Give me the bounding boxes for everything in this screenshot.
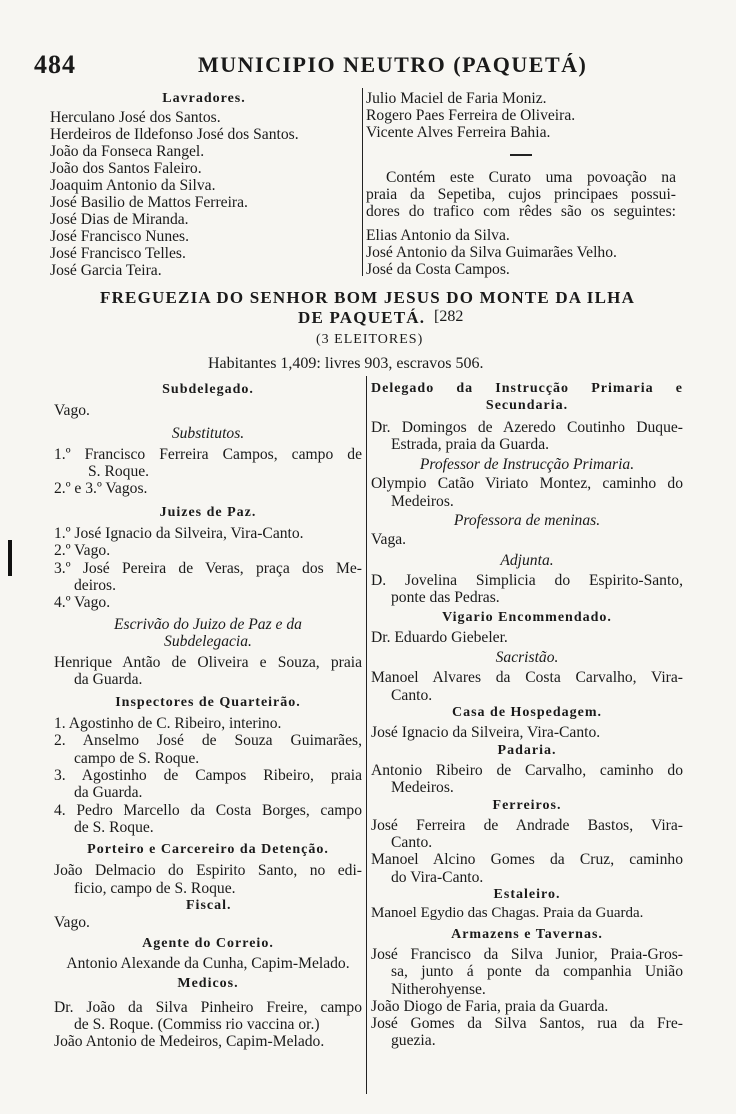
- heading-fiscal: Fiscal.: [186, 898, 232, 914]
- substituto-entry: 1.º Francisco Ferreira Campos, campo de: [54, 445, 362, 463]
- trafico-owner-entry: Elias Antonio da Silva.: [366, 227, 510, 244]
- heading-professor: Professor de Instrucção Primaria.: [419, 456, 635, 474]
- trafico-owner-entry: José Antonio da Silva Guimarães Velho.: [366, 244, 617, 261]
- right-column: [371, 380, 683, 1050]
- inspector-entry: 1. Agostinho de C. Ribeiro, interino.: [54, 715, 282, 733]
- heading-padaria: Padaria.: [497, 742, 557, 758]
- padaria-entry-cont: Medeiros.: [391, 779, 454, 797]
- delegado-entry-cont: Estrada, praia da Guarda.: [391, 435, 550, 453]
- curato-paragraph-line: Contém este Curato uma povoação na: [386, 169, 676, 186]
- porteiro-entry: João Delmacio do Espirito Santo, no edi-: [54, 862, 362, 880]
- freguezia-title-line2: DE PAQUETÁ.: [298, 308, 426, 327]
- professora-value: Vaga.: [371, 531, 407, 549]
- heading-juizes: Juizes de Paz.: [159, 504, 257, 520]
- juiz-entry: 4.º Vago.: [54, 594, 111, 612]
- juiz-entry: 2.º Vago.: [54, 542, 111, 560]
- vigario-value: Dr. Eduardo Giebeler.: [371, 628, 508, 646]
- heading-porteiro: Porteiro e Carcereiro da Detenção.: [87, 842, 329, 858]
- lavrador-entry: João dos Santos Faleiro.: [50, 160, 202, 177]
- inspector-entry-cont: campo de S. Roque.: [74, 749, 200, 767]
- adjunta-entry-cont: ponte das Pedras.: [391, 589, 500, 607]
- top-right-column: [366, 90, 676, 278]
- lavrador-entry: José Dias de Miranda.: [50, 211, 189, 228]
- juiz-entry: 3.º José Pereira de Veras, praça dos Me-: [54, 559, 362, 577]
- lavrador-entry: José Francisco Telles.: [50, 245, 186, 262]
- lavrador-entry: José Basilio de Mattos Ferreira.: [50, 194, 248, 211]
- heading-sacristao: Sacristão.: [495, 649, 559, 667]
- heading-inspectores: Inspectores de Quarteirão.: [115, 694, 301, 710]
- heading-lavradores: Lavradores.: [162, 91, 246, 106]
- heading-adjunta: Adjunta.: [500, 551, 554, 569]
- heading-armazens: Armazens e Tavernas.: [451, 926, 603, 942]
- armazem-entry: João Diogo de Faria, praia da Guarda.: [371, 997, 609, 1015]
- lavrador-entry: Herdeiros de Ildefonso José dos Santos.: [50, 126, 299, 143]
- curato-paragraph-line: praia da Sepetiba, cujos principaes possui-: [366, 186, 676, 203]
- heading-substitutos: Substitutos.: [171, 424, 245, 442]
- armazem-entry-cont: guezia.: [391, 1032, 436, 1050]
- ferreiro-entry: Manoel Alcino Gomes da Cruz, caminho: [371, 851, 683, 869]
- padaria-entry: Antonio Ribeiro de Carvalho, caminho do: [371, 761, 683, 779]
- lavrador-entry: José Garcia Teira.: [50, 262, 162, 279]
- armazem-entry: José Gomes da Silva Santos, rua da Fre-: [371, 1015, 683, 1033]
- escrivao-entry-cont: da Guarda.: [74, 671, 143, 689]
- population-line: Habitantes 1,409: livres 903, escravos 506.: [208, 355, 484, 372]
- armazem-entry: José Francisco da Silva Junior, Praia-Gros-: [371, 945, 683, 963]
- lavrador-entry: Herculano José dos Santos.: [50, 109, 221, 126]
- ferreiro-entry-cont: Canto.: [391, 834, 433, 852]
- substituto-entry: 2.º e 3.º Vagos.: [54, 480, 148, 498]
- professor-entry: Olympio Catão Viriato Montez, caminho do: [371, 475, 683, 493]
- ferreiro-entry-cont: do Vira-Canto.: [391, 868, 484, 886]
- electors-count: (3 ELEITORES): [316, 332, 424, 347]
- top-left-column: [50, 89, 358, 279]
- heading-escrivao: Escrivão do Juizo de Paz e da: [114, 615, 302, 633]
- delegado-entry: Dr. Domingos de Azeredo Coutinho Duque-: [371, 418, 683, 436]
- lavrador-entry: Rogero Paes Ferreira de Oliveira.: [366, 107, 576, 124]
- top-column-rule: [362, 88, 363, 276]
- margin-mark: [8, 540, 12, 576]
- fiscal-value: Vago.: [54, 914, 90, 932]
- freguezia-number: [282: [434, 308, 464, 325]
- heading-casa-hospedagem: Casa de Hospedagem.: [451, 705, 603, 721]
- left-column: [54, 381, 362, 1050]
- estaleiro-value: Manoel Egydio das Chagas. Praia da Guarda.: [371, 905, 644, 922]
- heading-ferreiros: Ferreiros.: [492, 797, 562, 813]
- lavrador-entry: Julio Maciel de Faria Moniz.: [366, 90, 547, 107]
- sacristao-entry-cont: Canto.: [391, 686, 433, 704]
- agente-value: Antonio Alexande da Cunha, Capim-Melado.: [66, 954, 350, 972]
- heading-escrivao-cont: Subdelegacia.: [164, 632, 252, 650]
- heading-subdelegado: Subdelegado.: [162, 382, 254, 397]
- sacristao-entry: Manoel Alvares da Costa Carvalho, Vira-: [371, 669, 683, 687]
- medico-entry: João Antonio de Medeiros, Capim-Melado.: [54, 1033, 325, 1051]
- dash-separator: [366, 141, 676, 169]
- medico-entry-cont: de S. Roque. (Commiss rio vaccina or.): [74, 1015, 320, 1033]
- curato-paragraph-line: dores do trafico com rêdes são os seguintes:: [366, 203, 676, 220]
- inspector-entry-cont: da Guarda.: [74, 784, 143, 802]
- heading-vigario: Vigario Encommendado.: [442, 609, 612, 625]
- inspector-entry: 2. Anselmo José de Souza Guimarães,: [54, 732, 362, 750]
- page-number: 484: [34, 50, 76, 79]
- heading-agente-correio: Agente do Correio.: [142, 935, 274, 951]
- inspector-entry: 4. Pedro Marcello da Costa Borges, campo: [54, 801, 362, 819]
- medico-entry: Dr. João da Silva Pinheiro Freire, campo: [54, 998, 362, 1016]
- running-title: MUNICIPIO NEUTRO (PAQUETÁ): [198, 52, 588, 77]
- adjunta-entry: D. Jovelina Simplicia do Espirito-Santo,: [371, 571, 683, 589]
- heading-delegado-cont: Secundaria.: [485, 398, 569, 414]
- freguezia-title-line1: FREGUEZIA DO SENHOR BOM JESUS DO MONTE DA ILHA: [100, 288, 636, 307]
- lavrador-entry: José Francisco Nunes.: [50, 228, 190, 245]
- inspector-entry-cont: de S. Roque.: [74, 818, 154, 836]
- heading-professora: Professora de meninas.: [453, 512, 601, 530]
- professor-entry-cont: Medeiros.: [391, 492, 454, 510]
- heading-medicos: Medicos.: [177, 976, 239, 992]
- subdelegado-value: Vago.: [54, 402, 90, 420]
- heading-estaleiro: Estaleiro.: [493, 887, 561, 903]
- juiz-entry: 1.º José Ignacio da Silveira, Vira-Canto.: [54, 525, 304, 543]
- inspector-entry: 3. Agostinho de Campos Ribeiro, praia: [54, 766, 362, 784]
- armazem-entry-cont: Nitherohyense.: [391, 980, 486, 998]
- porteiro-entry-cont: ficio, campo de S. Roque.: [74, 879, 236, 897]
- escrivao-entry: Henrique Antão de Oliveira e Souza, praia: [54, 654, 362, 672]
- casa-value: José Ignacio da Silveira, Vira-Canto.: [371, 724, 601, 742]
- lavrador-entry: Joaquim Antonio da Silva.: [50, 177, 216, 194]
- trafico-owner-entry: José da Costa Campos.: [366, 261, 510, 278]
- lavrador-entry: João da Fonseca Rangel.: [50, 143, 205, 160]
- substituto-entry-cont: S. Roque.: [88, 463, 150, 481]
- juiz-entry-cont: deiros.: [74, 576, 117, 594]
- main-column-rule: [366, 376, 367, 1094]
- lavrador-entry: Vicente Alves Ferreira Bahia.: [366, 124, 551, 141]
- ferreiro-entry: José Ferreira de Andrade Bastos, Vira-: [371, 816, 683, 834]
- armazem-entry-cont: sa, junto á ponte da companhia União: [391, 963, 683, 981]
- heading-delegado: Delegado da Instrucção Primaria e: [371, 381, 683, 396]
